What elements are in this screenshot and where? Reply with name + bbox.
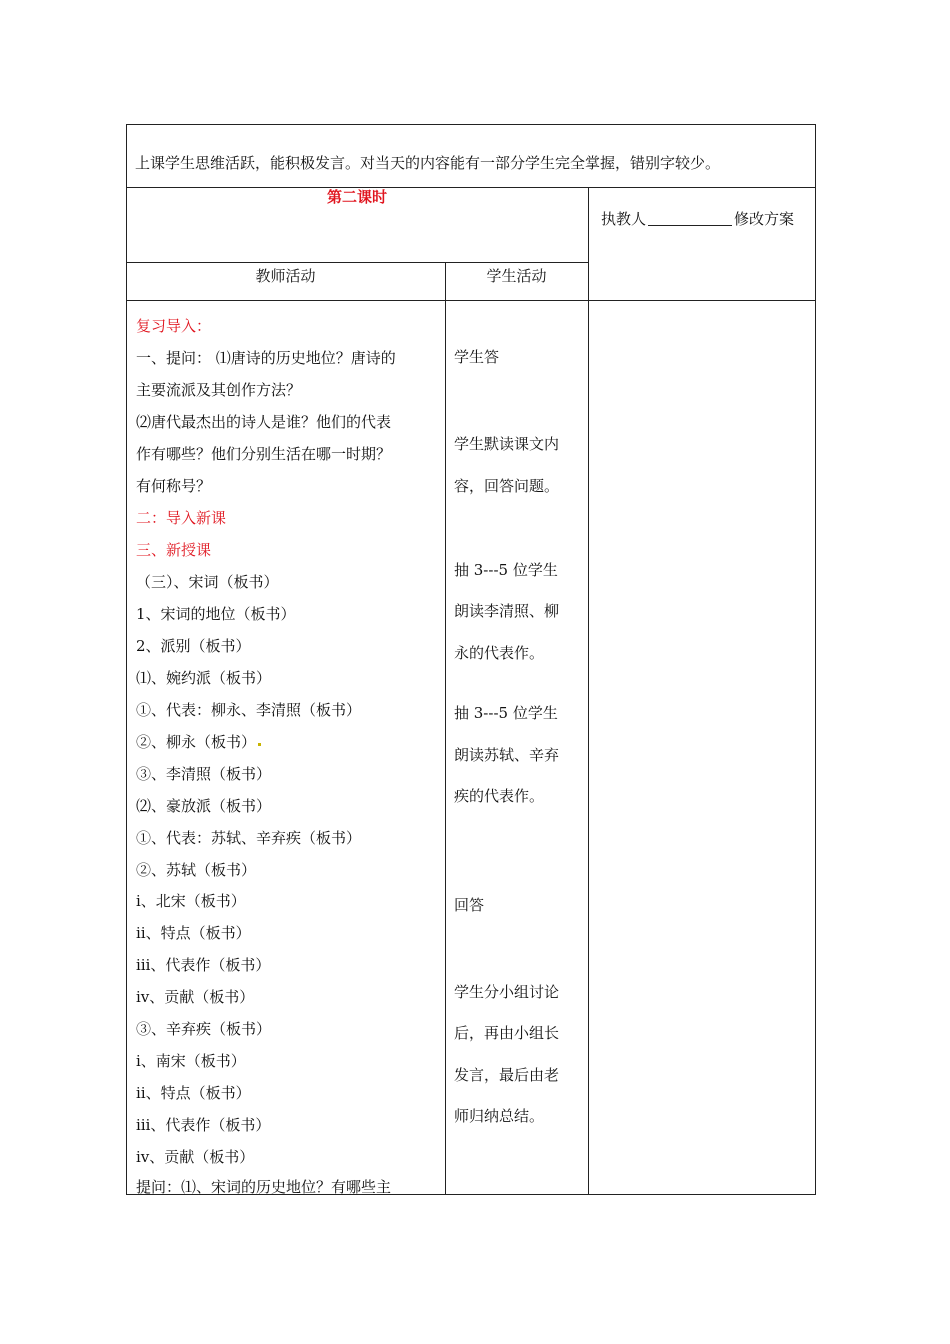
teacher-line: ⑵唐代最杰出的诗人是谁？他们的代表 (136, 413, 392, 431)
student-line: 抽 3---5 位学生 (454, 704, 558, 722)
teacher-line: 复习导入： (136, 317, 212, 335)
teacher-line: 主要流派及其创作方法？ (136, 381, 302, 399)
teacher-line: 有何称号？ (136, 477, 212, 495)
student-line: 后，再由小组长 (454, 1024, 560, 1042)
lesson-title-row-bottom (126, 262, 588, 263)
teacher-line: ⅳ、贡献（板书） (136, 988, 255, 1006)
student-line: 朗读李清照、柳 (454, 602, 560, 620)
table-border-top (126, 124, 816, 125)
teacher-line: ③、辛弃疾（板书） (136, 1020, 272, 1038)
student-line: 回答 (454, 896, 485, 914)
teacher-line: ①、代表：柳永、李清照（板书） (136, 701, 362, 719)
teacher-line: （三）、宋词（板书） (136, 573, 279, 591)
student-activity-header: 学生活动 (486, 267, 547, 285)
teacher-line: 二：导入新课 (136, 509, 227, 527)
student-line: 学生默读课文内 (454, 435, 560, 453)
revise-column-divider (588, 187, 589, 1195)
revise-label: 修改方案 (734, 210, 795, 228)
teacher-line: ⅰ、北宋（板书） (136, 892, 246, 910)
teacher-label: 执教人 (601, 210, 647, 228)
teacher-line: ⑴、婉约派（板书） (136, 669, 272, 687)
teacher-line: ⑵、豪放派（板书） (136, 797, 272, 815)
review-text: 上课学生思维活跃，能积极发言。对当天的内容能有一部分学生完全掌握，错别字较少。 (135, 154, 721, 172)
student-line: 发言，最后由老 (454, 1066, 560, 1084)
header-row-bottom (126, 300, 816, 301)
student-line: 疾的代表作。 (454, 787, 545, 805)
table-border-right (815, 124, 816, 1195)
lesson-title: 第二课时 (326, 188, 387, 206)
teacher-line: 三、新授课 (136, 541, 212, 559)
teacher-line: ⅲ、代表作（板书） (136, 956, 271, 974)
teacher-line: 1、宋词的地位（板书） (136, 605, 296, 623)
teacher-line: ①、代表：苏轼、辛弃疾（板书） (136, 829, 362, 847)
student-line: 抽 3---5 位学生 (454, 561, 558, 579)
teacher-line: ⅰ、南宋（板书） (136, 1052, 246, 1070)
teacher-line: 作有哪些？他们分别生活在哪一时期？ (136, 445, 392, 463)
student-column-divider (445, 262, 446, 1195)
teacher-name-blank[interactable] (648, 209, 732, 226)
teacher-line: ⅲ、代表作（板书） (136, 1116, 271, 1134)
teacher-line: 提问：⑴、宋词的历史地位？有哪些主 (136, 1178, 392, 1196)
student-line: 永的代表作。 (454, 644, 545, 662)
teacher-line: 2、派别（板书） (136, 637, 251, 655)
student-line: 容，回答问题。 (454, 477, 560, 495)
teacher-line: ②、柳永（板书） (136, 733, 257, 751)
teacher-line: 一、提问： ⑴唐诗的历史地位？唐诗的 (136, 349, 396, 367)
teacher-line: ⅳ、贡献（板书） (136, 1148, 255, 1166)
student-line: 朗读苏轼、辛弃 (454, 746, 560, 764)
student-line: 师归纳总结。 (454, 1107, 545, 1125)
student-line: 学生分小组讨论 (454, 983, 560, 1001)
teacher-line-with-mark (136, 732, 261, 752)
ink-dot-mark (258, 743, 261, 746)
teacher-line: ⅱ、特点（板书） (136, 924, 251, 942)
teacher-line: ③、李清照（板书） (136, 765, 272, 783)
student-line: 学生答 (454, 348, 500, 366)
teacher-activity-header: 教师活动 (255, 267, 316, 285)
teacher-revise-label (601, 209, 794, 229)
teacher-line: ②、苏轼（板书） (136, 861, 257, 879)
teacher-line: ⅱ、特点（板书） (136, 1084, 251, 1102)
